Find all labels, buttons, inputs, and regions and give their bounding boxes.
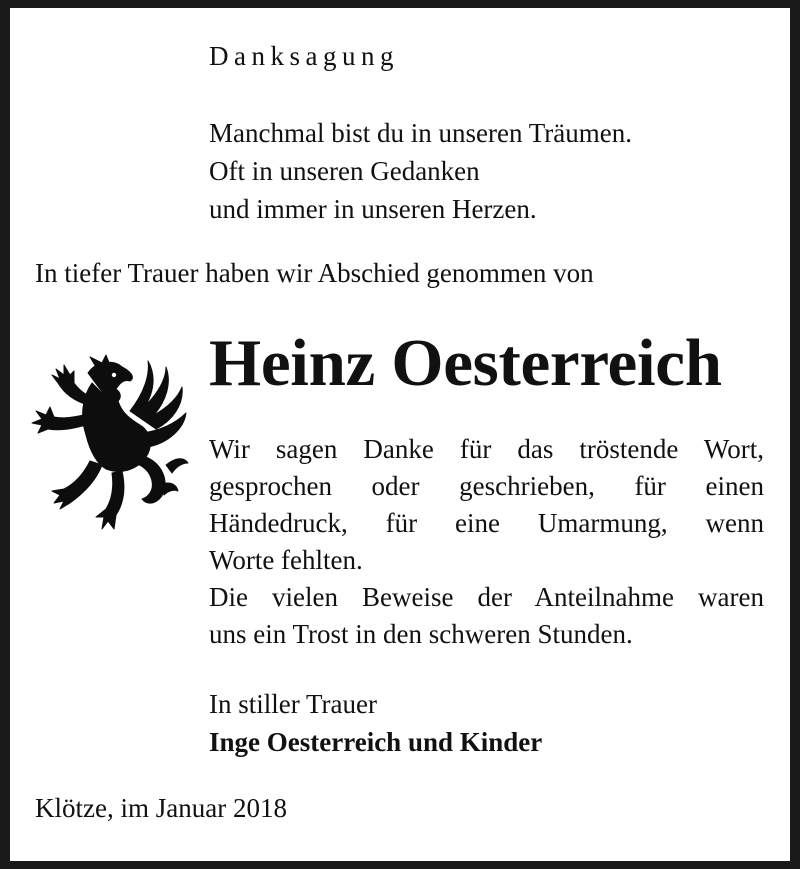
thanks-paragraph bbox=[209, 431, 764, 653]
motto-line: Manchmal bist du in unseren Träumen. bbox=[209, 118, 632, 148]
deceased-name: Heinz Oesterreich bbox=[209, 326, 722, 400]
griffin-icon bbox=[26, 353, 191, 553]
thanks-line: Wir sagen Danke für das tröstende Wort, bbox=[209, 434, 764, 464]
thanks-line: gesprochen oder geschrieben, für einen bbox=[209, 471, 764, 501]
signoff-block bbox=[209, 685, 542, 761]
motto-line: Oft in unseren Gedanken bbox=[209, 156, 480, 186]
thanks-line: Die vielen Beweise der Anteilnahme waren bbox=[209, 582, 764, 612]
thanks-line: Händedruck, für eine Umarmung, wenn bbox=[209, 508, 764, 538]
mourning-line: In stiller Trauer bbox=[209, 689, 377, 719]
family-signature: Inge Oesterreich und Kinder bbox=[209, 727, 543, 757]
notice-heading: Danksagung bbox=[209, 41, 399, 71]
place-date: Klötze, im Januar 2018 bbox=[35, 793, 287, 823]
thanks-line: uns ein Trost in den schweren Stunden. bbox=[209, 619, 633, 649]
motto-verse bbox=[209, 114, 632, 228]
thanks-line: Worte fehlten. bbox=[209, 545, 363, 575]
intro-line: In tiefer Trauer haben wir Abschied genommen von bbox=[35, 258, 594, 288]
motto-line: und immer in unseren Herzen. bbox=[209, 194, 537, 224]
